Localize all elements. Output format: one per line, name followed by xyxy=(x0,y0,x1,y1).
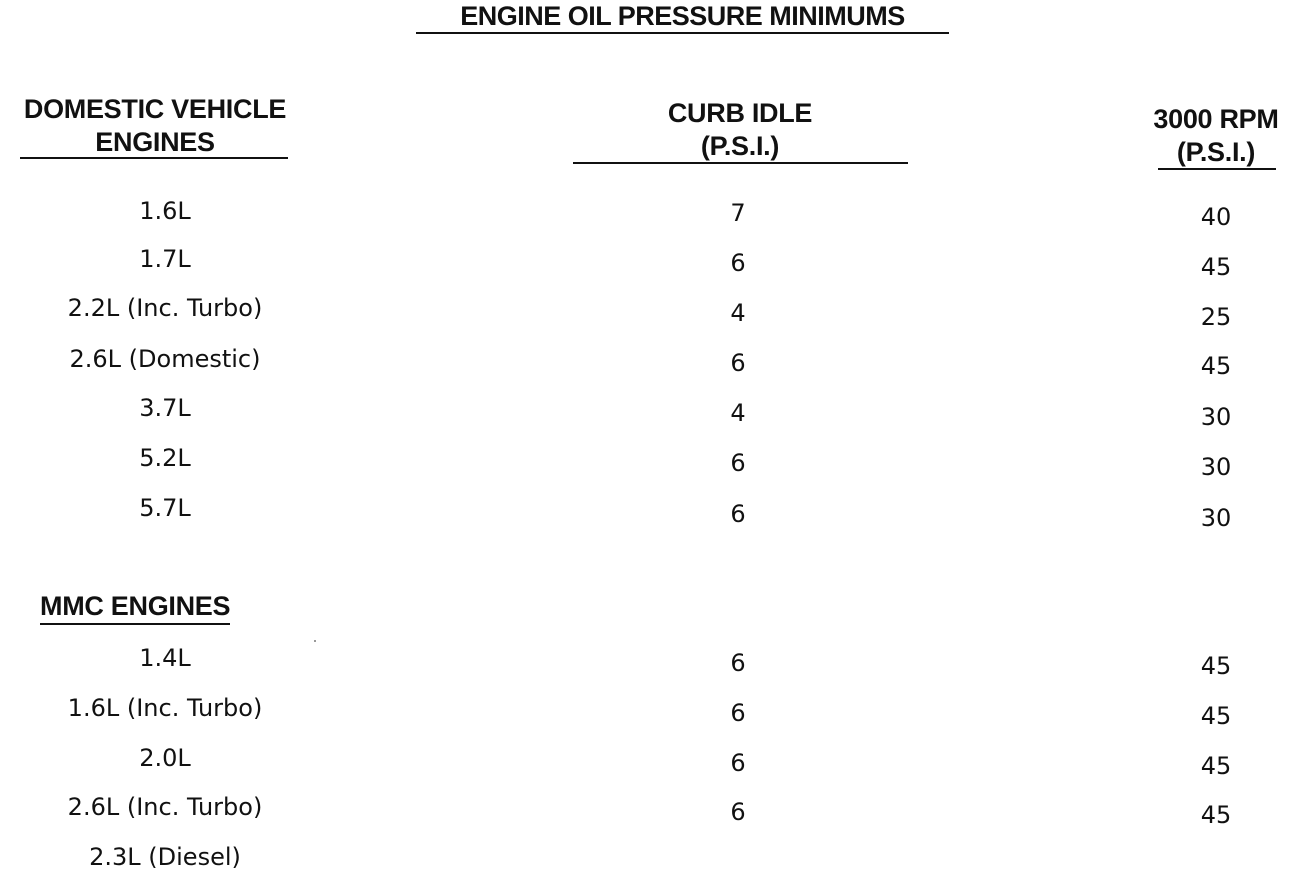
mmc-curb-idle-cell: 6 xyxy=(730,699,746,727)
domestic-curb-idle-cell: 6 xyxy=(730,349,746,377)
domestic-3000rpm-cell: 30 xyxy=(1200,453,1232,481)
mmc-3000rpm-cell: 45 xyxy=(1200,801,1232,829)
mmc-engine-cell: 1.6L (Inc. Turbo) xyxy=(67,694,263,722)
mmc-curb-idle-cell: 6 xyxy=(730,649,746,677)
domestic-curb-idle-cell: 6 xyxy=(730,249,746,277)
domestic-3000rpm-cell: 25 xyxy=(1200,303,1232,331)
domestic-engine-cell: 2.6L (Domestic) xyxy=(69,345,261,373)
mmc-engine-cell: 2.3L (Diesel) xyxy=(89,843,241,871)
domestic-engine-cell: 1.7L xyxy=(139,245,191,273)
mmc-engine-cell: 1.4L xyxy=(139,644,191,672)
domestic-engine-cell: 1.6L xyxy=(139,197,191,225)
domestic-engine-cell: 5.2L xyxy=(139,444,191,472)
domestic-engine-cell: 2.2L (Inc. Turbo) xyxy=(67,294,263,322)
header-3000-rpm xyxy=(1136,103,1296,169)
mmc-3000rpm-cell: 45 xyxy=(1200,702,1232,730)
domestic-curb-idle-cell: 6 xyxy=(730,500,746,528)
domestic-3000rpm-cell: 30 xyxy=(1200,403,1232,431)
domestic-3000rpm-cell: 45 xyxy=(1200,352,1232,380)
mmc-curb-idle-cell: 6 xyxy=(730,749,746,777)
domestic-curb-idle-cell: 4 xyxy=(730,299,746,327)
domestic-3000rpm-cell: 40 xyxy=(1200,203,1232,231)
mmc-engine-cell: 2.6L (Inc. Turbo) xyxy=(67,793,263,821)
mmc-3000rpm-cell: 45 xyxy=(1200,652,1232,680)
header-3000-rpm-line1: 3000 RPM xyxy=(1153,104,1279,134)
header-domestic-engines xyxy=(0,93,310,159)
domestic-engine-cell: 3.7L xyxy=(139,394,191,422)
domestic-curb-idle-cell: 6 xyxy=(730,449,746,477)
domestic-curb-idle-cell: 4 xyxy=(730,399,746,427)
header-domestic-underline xyxy=(20,157,288,159)
header-3000-rpm-underline xyxy=(1158,168,1276,170)
header-curb-idle-underline xyxy=(573,162,908,164)
header-3000-rpm-line2: (P.S.I.) xyxy=(1176,137,1256,167)
mmc-section-title: MMC ENGINES xyxy=(40,590,230,625)
mmc-engine-cell: 2.0L xyxy=(139,744,191,772)
header-curb-idle-line1: CURB IDLE xyxy=(667,98,813,128)
header-domestic-line2: ENGINES xyxy=(95,127,215,157)
domestic-3000rpm-cell: 30 xyxy=(1200,504,1232,532)
scan-speck xyxy=(314,640,316,642)
mmc-3000rpm-cell: 45 xyxy=(1200,752,1232,780)
domestic-engine-cell: 5.7L xyxy=(139,494,191,522)
page-title: ENGINE OIL PRESSURE MINIMUMS xyxy=(416,0,949,34)
header-curb-idle-line2: (P.S.I.) xyxy=(700,131,780,161)
header-domestic-line1: DOMESTIC VEHICLE xyxy=(23,94,287,124)
domestic-3000rpm-cell: 45 xyxy=(1200,253,1232,281)
header-curb-idle xyxy=(600,97,880,163)
domestic-curb-idle-cell: 7 xyxy=(730,199,746,227)
mmc-curb-idle-cell: 6 xyxy=(730,798,746,826)
